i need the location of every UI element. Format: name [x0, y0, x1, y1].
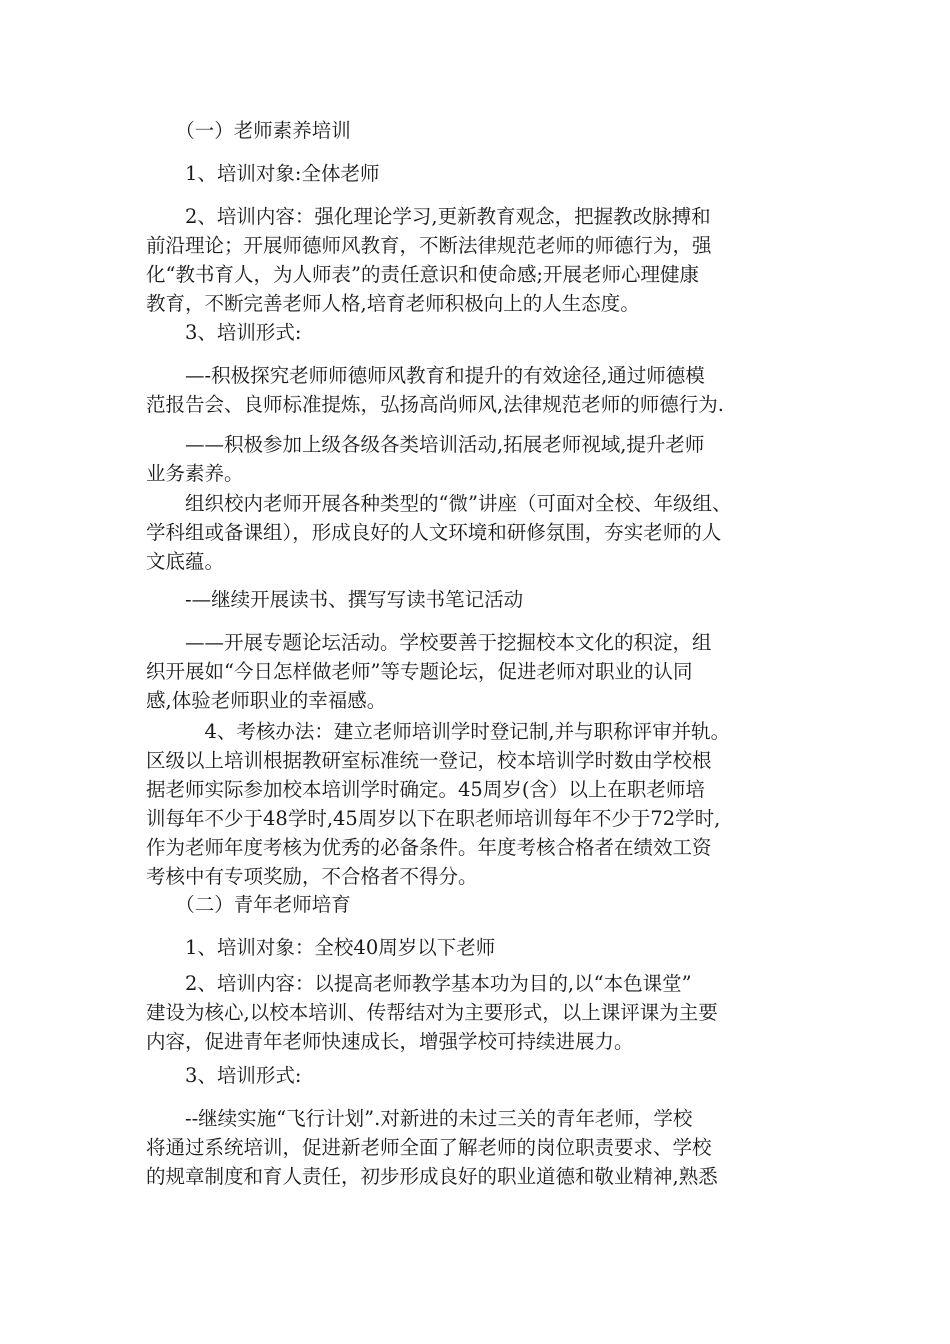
text-line: ——开展专题论坛活动。学校要善于挖掘校本文化的积淀，组	[146, 631, 712, 654]
text-line: 建设为核心,以校本培训、传帮结对为主要形式，以上课评课为主要	[146, 1001, 718, 1024]
text-line: 织开展如“今日怎样做老师”等专题论坛，促进老师对职业的认同	[146, 660, 693, 683]
text-line: （一）老师素养培训	[146, 119, 351, 142]
text-line: 文底蕴。	[146, 550, 225, 573]
text-line: 作为老师年度考核为优秀的必备条件。年度考核合格者在绩效工资	[146, 836, 712, 859]
text-line: 3、培训形式:	[146, 1064, 302, 1087]
text-line: 化“教书育人，为人师表”的责任意识和使命感;开展老师心理健康	[146, 263, 700, 286]
text-line: 的规章制度和育人责任，初步形成良好的职业道德和敬业精神,熟悉	[146, 1165, 718, 1188]
text-line: 2、培训内容：以提高老师教学基本功为目的,以“本色课堂”	[146, 972, 692, 995]
text-line: --继续实施“飞行计划”.对新进的未过三关的青年老师，学校	[146, 1107, 693, 1130]
paragraph-assessment-method	[146, 717, 814, 891]
paragraph-micro-lectures	[146, 489, 814, 576]
text-line: 前沿理论；开展师德师风教育，不断法律规范老师的师德行为，强	[146, 234, 712, 257]
text-line: 感,体验老师职业的幸福感。	[146, 689, 387, 712]
heading-teacher-quality-training	[146, 116, 814, 145]
text-line: 教育，不断完善老师人格,培育老师积极向上的人生态度。	[146, 292, 640, 315]
paragraph-ethics-exploration	[146, 361, 814, 419]
paragraph-flight-plan	[146, 1104, 814, 1191]
paragraph-training-content	[146, 202, 814, 318]
text-line: 内容，促进青年老师快速成长，增强学校可持续进展力。	[146, 1030, 634, 1053]
heading-young-teacher-training	[146, 890, 814, 919]
text-line: 4、考核办法：建立老师培训学时登记制,并与职称评审并轨。	[146, 720, 731, 743]
text-line: —-积极探究老师师德师风教育和提升的有效途径,通过师德模	[146, 364, 705, 387]
text-line: 据老师实际参加校本培训学时确定。45周岁(含）以上在职老师培	[146, 778, 705, 801]
text-line: 3、培训形式:	[146, 321, 302, 344]
paragraph-upper-level-training	[146, 430, 814, 488]
text-line: -—继续开展读书、撰写写读书笔记活动	[146, 588, 524, 611]
text-line: 1、培训对象:全体老师	[146, 162, 380, 185]
text-line: 2、培训内容：强化理论学习,更新教育观念，把握教改脉搏和	[146, 205, 711, 228]
text-line: （二）青年老师培育	[146, 893, 351, 916]
text-line: 将通过系统培训，促进新老师全面了解老师的岗位职责要求、学校	[146, 1136, 712, 1159]
text-line: 组织校内老师开展各种类型的“微”讲座（可面对全校、年级组、	[146, 492, 732, 515]
text-line: 范报告会、良师标准提炼，弘扬高尚师风,法律规范老师的师德行为.	[146, 393, 724, 416]
paragraph-young-training-content	[146, 969, 814, 1056]
text-line: 学科组或备课组），形成良好的人文环境和研修氛围，夯实老师的人	[146, 521, 722, 544]
text-line: 区级以上培训根据教研室标准统一登记，校本培训学时数由学校根	[146, 749, 712, 772]
text-line: 考核中有专项奖励，不合格者不得分。	[146, 865, 478, 888]
paragraph-young-training-form	[146, 1061, 814, 1090]
text-line: ——积极参加上级各级各类培训活动,拓展老师视域,提升老师	[146, 433, 705, 456]
paragraph-forum-activity	[146, 628, 814, 715]
text-line: 业务素养。	[146, 462, 244, 485]
paragraph-reading-activity	[146, 585, 814, 614]
text-line: 训每年不少于48学时,45周岁以下在职老师培训每年不少于72学时,	[146, 807, 721, 830]
paragraph-training-target	[146, 159, 814, 188]
paragraph-young-training-target	[146, 933, 814, 962]
paragraph-training-form	[146, 318, 814, 347]
text-line: 1、培训对象：全校40周岁以下老师	[146, 936, 496, 959]
